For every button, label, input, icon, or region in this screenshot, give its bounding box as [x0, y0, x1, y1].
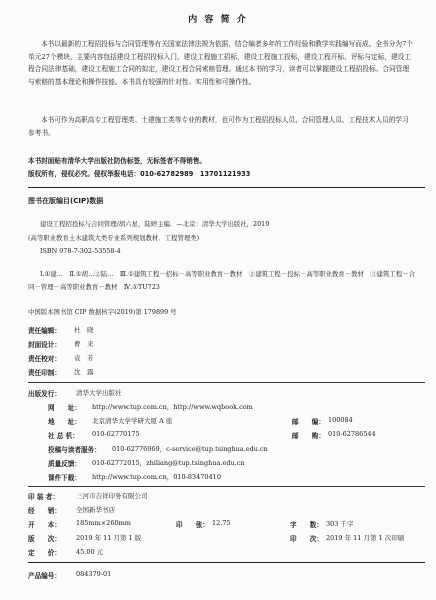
edition-label: 版 次：	[28, 535, 61, 543]
sheets-label: 印 张：	[176, 521, 209, 529]
price-label: 定 价：	[28, 549, 61, 557]
sheets-value: 12.75	[212, 519, 231, 527]
summary-paragraph-2: 本书可作为高职高专工程管理类、土建施工类等专业的教材，也可作为工程招投标人员、合同管理人员、工程技术人员的学习参考书。	[28, 116, 409, 137]
printer-label: 印 装 者：	[28, 493, 59, 501]
publisher-name: 清华大学出版社	[76, 389, 122, 397]
zip-value: 100084	[328, 416, 353, 424]
impression-label: 印 次：	[290, 535, 323, 543]
cover-designer-label: 封面设计：	[28, 341, 61, 349]
print-supervisor-label: 责任印制：	[28, 369, 61, 377]
distributor-value: 全国新华书店	[76, 506, 115, 514]
address-value: 北京清华大学学研大厦 A 座	[92, 417, 173, 425]
website-value: http://www.tup.com.cn，http://www.wqbook.com	[92, 403, 253, 411]
courseware-value: http://www.tup.com.cn，010-83470410	[92, 473, 221, 481]
contribution-label: 投稿与读者服务：	[48, 446, 101, 454]
impression-value: 2019 年 11 月第 1 次印刷	[326, 534, 405, 542]
summary-title: 内 容 简 介	[188, 15, 248, 25]
cip-isbn: ISBN 978-7-302-53558-4	[40, 247, 121, 255]
cip-core-number: 中国版本图书馆 CIP 数据核字(2019)第 179899 号	[28, 308, 177, 316]
proofreader-label: 责任校对：	[28, 355, 61, 363]
distributor-label: 经 销：	[28, 507, 61, 515]
word-count-label: 字 数：	[290, 521, 323, 529]
divider	[28, 187, 425, 188]
editor-value: 杜 晓	[74, 326, 94, 334]
format-label: 开 本：	[28, 521, 61, 529]
cip-heading: 图书在版编目(CIP)数据	[28, 197, 104, 205]
address-label: 地 址：	[48, 418, 81, 426]
feedback-label: 质量反馈：	[48, 460, 81, 468]
feedback-value: 010-62772015，zhiliang@tup.tsinghua.edu.cn	[92, 459, 245, 467]
edition-value: 2019 年 11 月第 1 版	[76, 534, 142, 542]
word-count-value: 303 千字	[326, 520, 354, 528]
divider	[28, 486, 425, 487]
zip-label: 邮 编：	[292, 418, 325, 426]
proofreader-value: 袁 芳	[74, 354, 94, 362]
contribution-value: 010-62776969，c-service@tup.tsinghua.edu.cn	[112, 445, 268, 453]
copyright-notice: 版权所有，侵权必究。侵权举报电话：010-62782989 13701121933	[28, 170, 251, 178]
cover-designer-value: 曹 来	[74, 340, 94, 348]
anti-counterfeit-notice: 本书封面贴有清华大学出版社防伪标签，无标签者不得销售。	[28, 157, 207, 165]
switchboard-label: 社 总 机：	[48, 432, 79, 440]
mail-order-value: 010-62786544	[328, 430, 376, 438]
price-value: 45.00 元	[76, 548, 104, 556]
cip-classification: Ⅰ.①建… Ⅱ.①胡…②陆… Ⅲ.①建筑工程－招标－高等职业教育－教材 ②建筑工程－投标－高等职业教育－教材 ③建筑工程－合同－管理－高等职业教育－教材 Ⅳ.①TU723	[28, 270, 416, 291]
publisher-label: 出版发行：	[28, 390, 61, 398]
print-supervisor-value: 沈 露	[74, 368, 94, 376]
cip-series-line: (高等职业教育土木建筑大类专业系列规划教材．工程管理类)	[28, 234, 200, 242]
mail-order-label: 邮 购：	[292, 432, 325, 440]
divider	[28, 562, 425, 563]
cip-title-line: 建设工程招投标与合同管理/胡六星，陆婷主编．—北京：清华大学出版社，2019	[40, 220, 270, 228]
switchboard-value: 010-62770175	[92, 430, 140, 438]
editor-label: 责任编辑：	[28, 327, 61, 335]
summary-paragraph-1: 本书以最新的工程招投标与合同管理等有关国家法律法规为依据，结合编者多年的工作经验和教学实践编写而成。全书分为7个单元27个模块，主要内容包括建设工程招投标入门，建设工程施工招标，建设工程施工投标，建设工程开标、评标与定标，建设工程合同法律基础，建设工程施工合同的拟定，建设工程合同索赔管理。通过本书的学习，读者可以掌握建设工程招投标、合同管理与索赔的基本理论和操作技能。本书具有较强的针对性、实用性和可操作性。	[28, 40, 414, 86]
product-code-label: 产品编号：	[28, 572, 61, 580]
printer-value: 三河市吉祥印务有限公司	[76, 492, 148, 500]
divider	[28, 382, 425, 383]
format-value: 185mm×260mm	[76, 519, 131, 527]
courseware-label: 课件下载：	[48, 474, 81, 482]
product-code-value: 084379-01	[76, 570, 112, 578]
website-label: 网 址：	[48, 404, 81, 412]
